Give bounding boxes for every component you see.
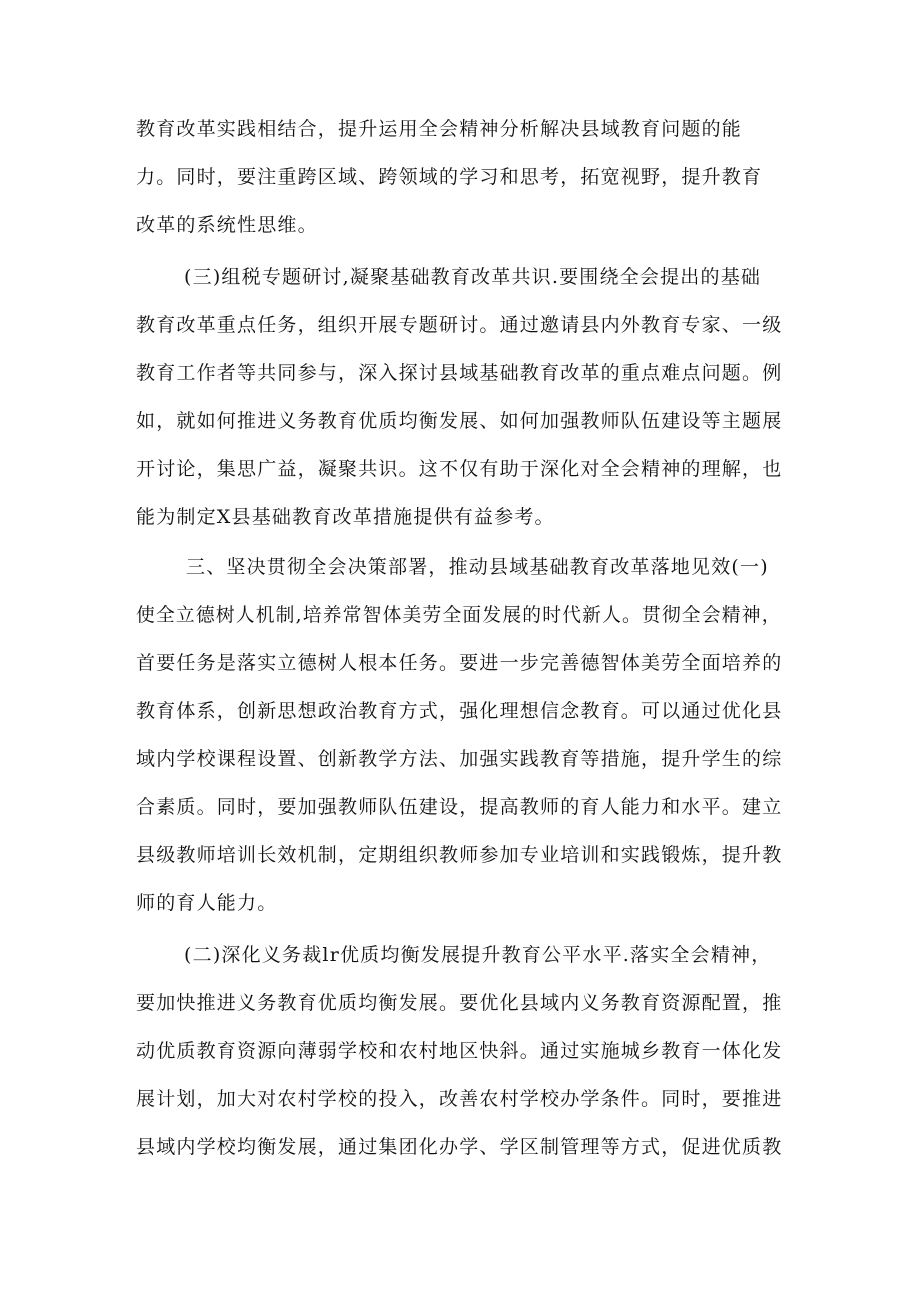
paragraph-line: 教育体系，创新思想政治教育方式，强化理想信念教育。可以通过优化县 bbox=[136, 700, 783, 722]
paragraph-line: 教育改革重点任务，组织开展专题研讨。通过邀请县内外教育专家、一级 bbox=[136, 314, 783, 336]
paragraph-line: 教育改革实践相结合，提升运用全会精神分析解决县域教育问题的能 bbox=[136, 118, 743, 140]
paragraph-line: 域内学校课程设置、创新教学方法、加强实践教育等措施，提升学生的综 bbox=[136, 748, 783, 770]
paragraph-line: 展计划，加大对农村学校的投入，改善农村学校办学条件。同时，要推进 bbox=[136, 1088, 783, 1110]
paragraph-line: 县级教师培训长效机制，定期组织教师参加专业培训和实践锻炼，提升教 bbox=[136, 844, 783, 866]
section-heading-3: (三)组税专题研讨,凝聚基础教育改革共识.要围绕全会提出的基础 bbox=[184, 266, 762, 288]
paragraph-line: 使全立德树人机制,培养常智体美劳全面发展的时代新人。贯彻全会精神， bbox=[136, 604, 782, 626]
paragraph-line: 师的育人能力。 bbox=[136, 892, 278, 914]
paragraph-line: 首要任务是落实立德树人根本任务。要进一步完善德智体美劳全面培养的 bbox=[136, 652, 783, 674]
section-heading-2: (二)深化义务裁lr优质均衡发展提升教育公平水平.落实全会精神， bbox=[184, 944, 772, 966]
section-heading-main: 三、坚决贯彻全会决策部署，推动县域基础教育改革落地见效(一) bbox=[186, 556, 769, 578]
paragraph-line: 力。同时，要注重跨区域、跨领域的学习和思考，拓宽视野，提升教育 bbox=[136, 166, 763, 188]
paragraph-line: 开讨论，集思广益，凝聚共识。这不仅有助于深化对全会精神的理解，也 bbox=[136, 458, 783, 480]
paragraph-line: 动优质教育资源向薄弱学校和农村地区快斜。通过实施城乡教育一体化发 bbox=[136, 1040, 783, 1062]
paragraph-line: 如，就如何推进义务教育优质均衡发展、如何加强教师队伍建设等主题展 bbox=[136, 410, 783, 432]
paragraph-line: 能为制定X县基础教育改革措施提供有益参考。 bbox=[136, 506, 555, 528]
paragraph-line: 教育工作者等共同参与，深入探讨县域基础教育改革的重点难点问题。例 bbox=[136, 362, 783, 384]
paragraph-line: 合素质。同时，要加强教师队伍建设，提高教师的育人能力和水平。建立 bbox=[136, 796, 783, 818]
paragraph-line: 县域内学校均衡发展，通过集团化办学、学区制管理等方式，促进优质教 bbox=[136, 1136, 783, 1158]
paragraph-line: 改革的系统性思维。 bbox=[136, 214, 318, 236]
paragraph-line: 要加快推进义务教育优质均衡发展。要优化县域内义务教育资源配置，推 bbox=[136, 992, 783, 1014]
